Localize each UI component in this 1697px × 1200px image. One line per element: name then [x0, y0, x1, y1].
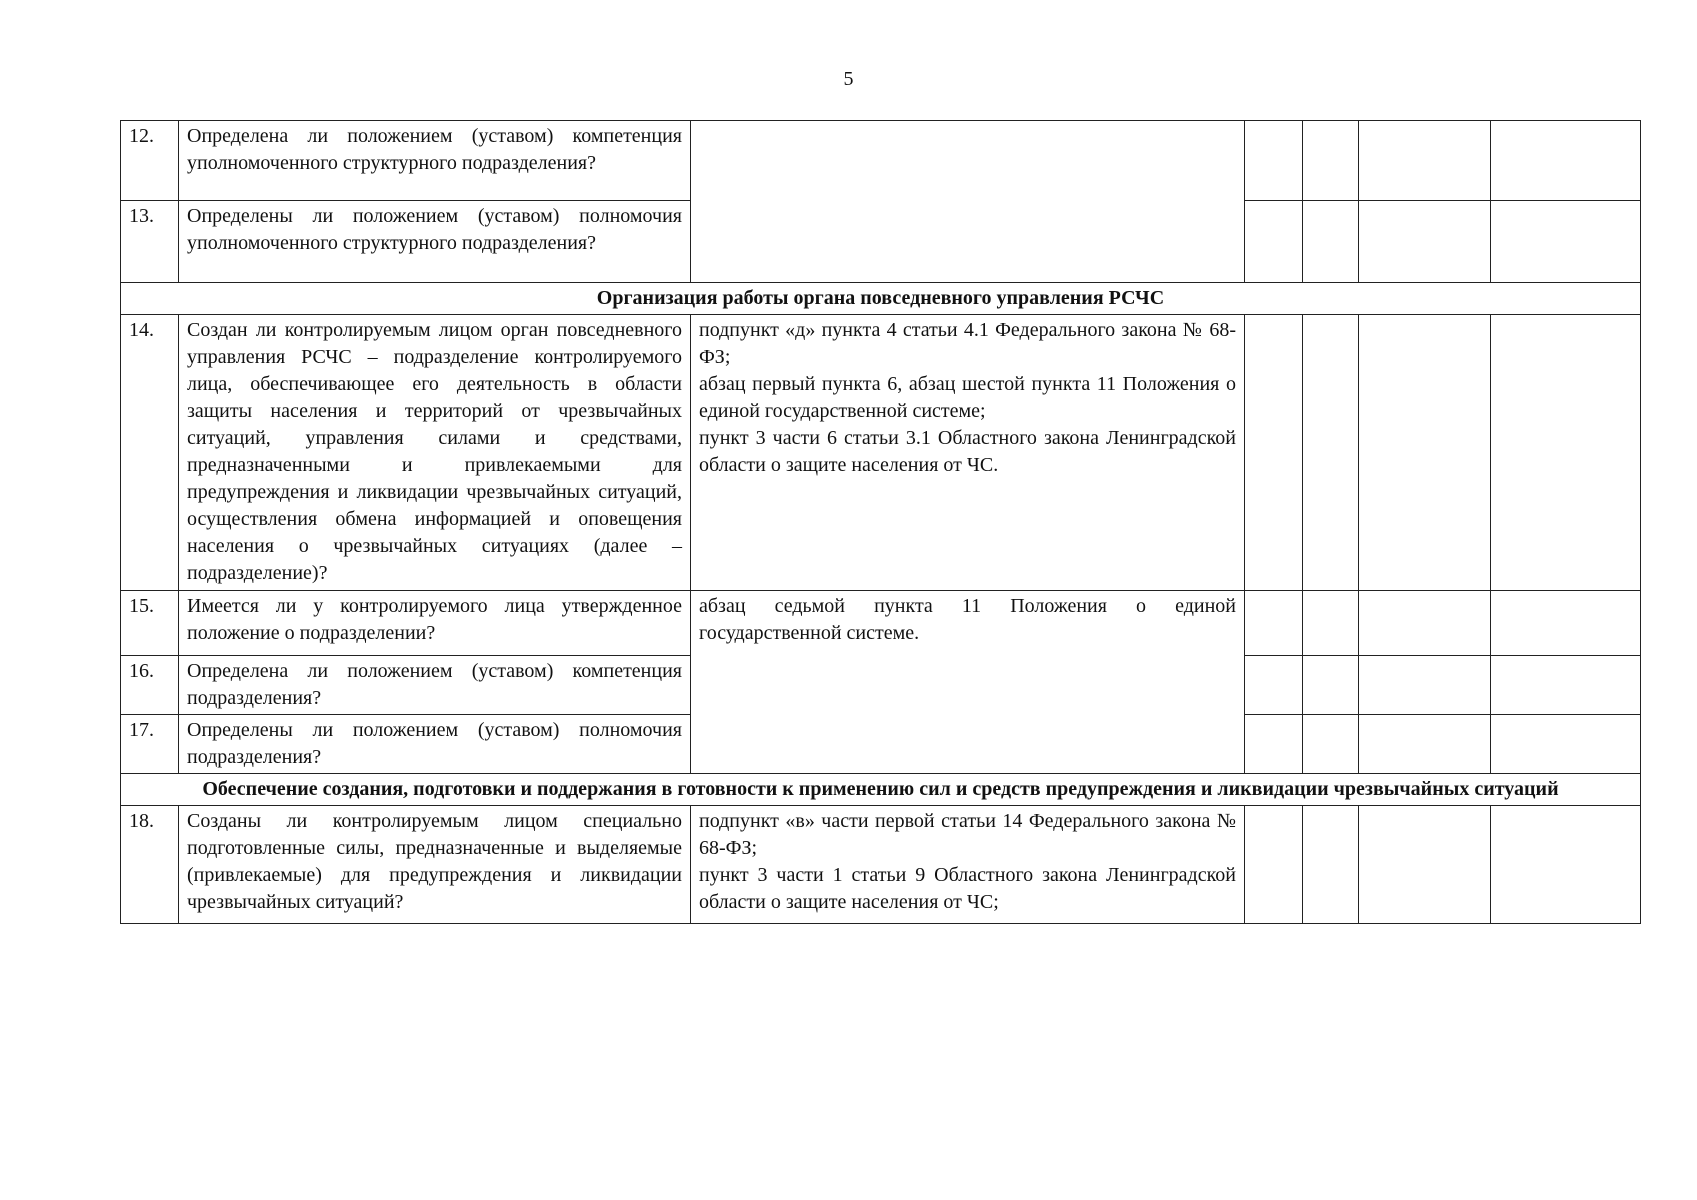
answer-na-cell[interactable] — [1359, 806, 1491, 924]
answer-yes-cell[interactable] — [1245, 201, 1303, 283]
section-row — [121, 283, 1641, 315]
basis-line: абзац первый пункта 6, абзац шестой пункта 11 Положения о единой государственной системе; — [699, 373, 1236, 422]
table-row — [121, 806, 1641, 924]
answer-yes-cell[interactable] — [1245, 656, 1303, 715]
question-cell: Созданы ли контролируемым лицом специально подготовленные силы, предназначенные и выделяемые (привлекаемые) для предупреждения и ликвидации чрезвычайных ситуаций? — [179, 806, 691, 924]
answer-yes-cell[interactable] — [1245, 121, 1303, 201]
checklist-table — [120, 120, 1641, 924]
question-cell: Создан ли контролируемым лицом орган повседневного управления РСЧС – подразделение контролируемого лица, обеспечивающее его деятельность в области защиты населения и территорий от чрезвычайных ситуаций, управления силами и средствами, предназначенными и привлекаемыми для предупреждения и ликвидации чрезвычайных ситуаций, осуществления обмена информацией и оповещения населения о чрезвычайных ситуациях (далее – подразделение)? — [179, 315, 691, 591]
note-cell[interactable] — [1491, 715, 1641, 774]
question-cell: Определена ли положением (уставом) компетенция подразделения? — [179, 656, 691, 715]
answer-yes-cell[interactable] — [1245, 315, 1303, 591]
answer-na-cell[interactable] — [1359, 121, 1491, 201]
row-number: 17. — [121, 715, 179, 774]
basis-cell — [691, 591, 1245, 774]
basis-line: подпункт «в» части первой статьи 14 Федерального закона № 68-ФЗ; — [699, 810, 1236, 859]
row-number: 16. — [121, 656, 179, 715]
note-cell[interactable] — [1491, 121, 1641, 201]
note-cell[interactable] — [1491, 201, 1641, 283]
note-cell[interactable] — [1491, 806, 1641, 924]
answer-na-cell[interactable] — [1359, 715, 1491, 774]
basis-line: пункт 3 части 1 статьи 9 Областного закона Ленинградской области о защите населения от ЧС; — [699, 864, 1236, 913]
row-number: 18. — [121, 806, 179, 924]
answer-na-cell[interactable] — [1359, 315, 1491, 591]
answer-no-cell[interactable] — [1303, 201, 1359, 283]
table-row — [121, 591, 1641, 656]
row-number: 13. — [121, 201, 179, 283]
question-cell: Определены ли положением (уставом) полномочия подразделения? — [179, 715, 691, 774]
answer-no-cell[interactable] — [1303, 121, 1359, 201]
basis-cell — [691, 806, 1245, 924]
section-row — [121, 774, 1641, 806]
answer-yes-cell[interactable] — [1245, 715, 1303, 774]
section-heading: Организация работы органа повседневного управления РСЧС — [121, 283, 1641, 315]
note-cell[interactable] — [1491, 656, 1641, 715]
answer-na-cell[interactable] — [1359, 656, 1491, 715]
basis-cell — [691, 315, 1245, 591]
question-cell: Определена ли положением (уставом) компетенция уполномоченного структурного подразделения? — [179, 121, 691, 201]
answer-yes-cell[interactable] — [1245, 591, 1303, 656]
answer-no-cell[interactable] — [1303, 656, 1359, 715]
basis-cell — [691, 121, 1245, 283]
answer-no-cell[interactable] — [1303, 806, 1359, 924]
answer-no-cell[interactable] — [1303, 715, 1359, 774]
row-number: 15. — [121, 591, 179, 656]
answer-na-cell[interactable] — [1359, 201, 1491, 283]
table-row — [121, 315, 1641, 591]
basis-line: подпункт «д» пункта 4 статьи 4.1 Федерального закона № 68-ФЗ; — [699, 319, 1236, 368]
table-row — [121, 121, 1641, 201]
page-number: 5 — [843, 68, 854, 90]
section-heading: Обеспечение создания, подготовки и поддержания в готовности к применению сил и средств предупреждения и ликвидации чрезвычайных ситуаций — [121, 774, 1641, 806]
answer-na-cell[interactable] — [1359, 591, 1491, 656]
basis-line: абзац седьмой пункта 11 Положения о единой государственной системе. — [699, 595, 1236, 644]
note-cell[interactable] — [1491, 591, 1641, 656]
question-cell: Определены ли положением (уставом) полномочия уполномоченного структурного подразделения? — [179, 201, 691, 283]
answer-no-cell[interactable] — [1303, 315, 1359, 591]
basis-line: пункт 3 части 6 статьи 3.1 Областного закона Ленинградской области о защите населения от ЧС. — [699, 427, 1236, 476]
answer-yes-cell[interactable] — [1245, 806, 1303, 924]
question-cell: Имеется ли у контролируемого лица утвержденное положение о подразделении? — [179, 591, 691, 656]
note-cell[interactable] — [1491, 315, 1641, 591]
row-number: 14. — [121, 315, 179, 591]
answer-no-cell[interactable] — [1303, 591, 1359, 656]
row-number: 12. — [121, 121, 179, 201]
